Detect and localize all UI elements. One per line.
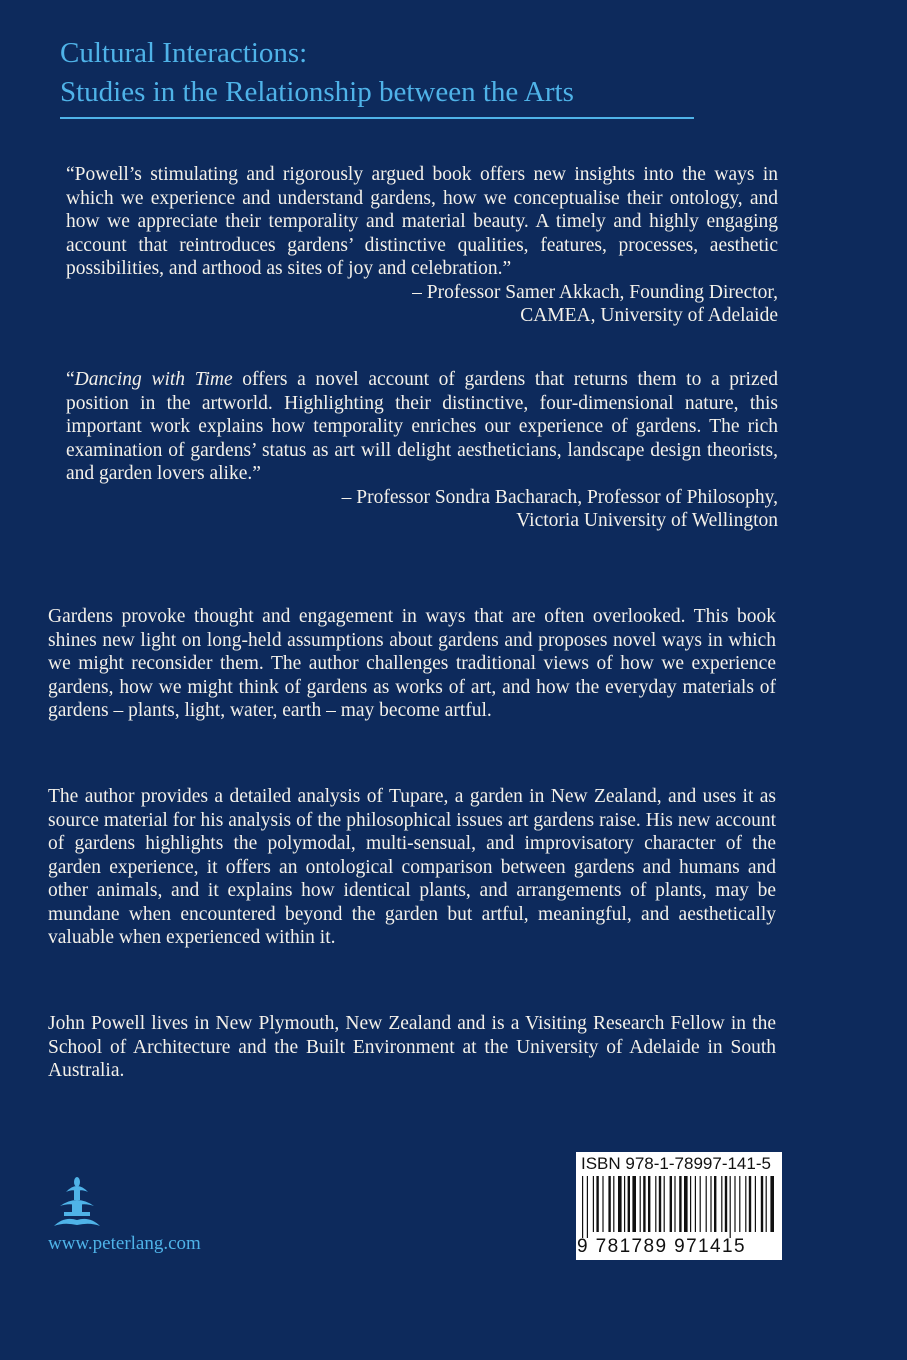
description-paragraph-1: Gardens provoke thought and engagement in ways that are often overlooked. This book shines new light on long-held assumptions about gardens and proposes novel ways in which we might reconsider them. The author challenges traditional views of how we experience gardens, how we might think of gardens as works of art, and how the everyday materials of gardens – plants, light, water, earth – may become artful. — [48, 606, 776, 721]
endorsement-2-text — [66, 368, 778, 486]
endorsement-2-attribution-line2: Victoria University of Wellington — [516, 510, 778, 531]
endorsement-1-attribution-line1: – Professor Samer Akkach, Founding Director, — [412, 281, 778, 303]
isbn-digits: 9 781789 971415 — [577, 1236, 746, 1257]
endorsement-1 — [66, 163, 778, 328]
publisher-url[interactable]: www.peterlang.com — [48, 1233, 201, 1254]
author-bio: John Powell lives in New Plymouth, New Zealand and is a Visiting Research Fellow in the School of Architecture and the Built Environment at the University of Adelaide in South Australia. — [48, 1013, 776, 1081]
endorsement-2-body: offers a novel account of gardens that returns them to a prized position in the artworld. Highlighting their distinctive, four-dimensional nature, this important work explains how temporality enriches our experience of gardens. The rich examination of gardens’ status as art will delight aestheticians, landscape design theorists, and garden lovers alike.” — [66, 369, 779, 484]
series-title-line1: Cultural Interactions: — [60, 37, 308, 69]
endorsement-2 — [66, 368, 778, 533]
endorsement-2-open-quote: “ — [66, 369, 75, 390]
isbn-barcode — [576, 1152, 782, 1260]
endorsement-2-book-title: Dancing with Time — [74, 369, 233, 390]
endorsement-2-attribution-line1: – Professor Sondra Bacharach, Professor of Philosophy, — [341, 486, 778, 508]
series-divider — [60, 117, 694, 119]
endorsement-1-attribution-line2: CAMEA, University of Adelaide — [520, 305, 778, 326]
series-title — [60, 34, 574, 112]
peter-lang-fountain-logo-icon — [52, 1176, 102, 1232]
isbn-label: ISBN 978-1-78997-141-5 — [581, 1154, 771, 1173]
barcode-bars — [580, 1176, 778, 1238]
endorsement-1-text: “Powell’s stimulating and rigorously argued book offers new insights into the ways in which we experience and understand gardens, how we conceptualise their ontology, and how we appreciate their temporality and material beauty. A timely and highly engaging account that reintroduces gardens’ distinctive qualities, features, processes, aesthetic possibilities, and arthood as sites of joy and celebration.” — [66, 164, 778, 279]
series-title-line2: Studies in the Relationship between the Arts — [60, 76, 574, 108]
description-paragraph-2: The author provides a detailed analysis of Tupare, a garden in New Zealand, and uses it as source material for his analysis of the philosophical issues art gardens raise. His new account of gardens highlights the polymodal, multi-sensual, and improvisatory character of the garden experience, it offers an ontological comparison between gardens and humans and other animals, and it explains how identical plants, and arrangements of plants, may be mundane when encountered beyond the garden but artful, meaningful, and aesthetically valuable when experienced within it. — [48, 786, 776, 948]
